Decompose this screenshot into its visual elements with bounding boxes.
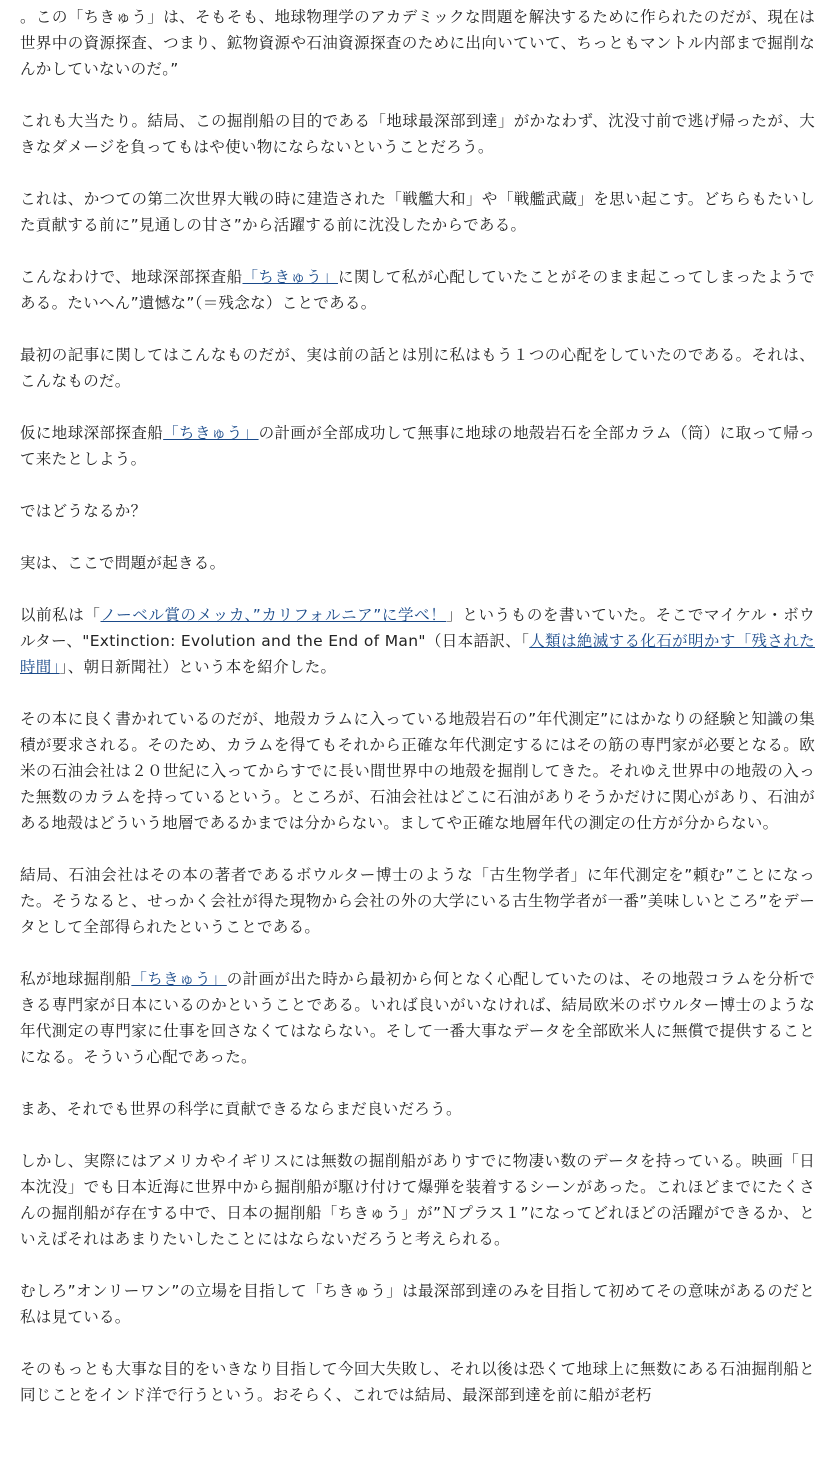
article-body — [20, 0, 815, 1434]
paragraph-8-text: 実は、ここで問題が起きる。 — [20, 554, 226, 572]
paragraph-10-text: その本に良く書かれているのだが、地殻カラムに入っている地殻岩石の”年代測定”にはかなりの経験と知識の集積が要求される。そのため、カラムを得てもそれから正確な年代測定するにはその筋の専門家が必要となる。欧米の石油会社は２０世紀に入ってからすでに長い間世界中の地殻を掘削してきた。それゆえ世界中の地殻の入った無数のカラムを持っているという。ところが、石油会社はどこに石油がありそうかだけに関心があり、石油がある地殻はどういう地層であるかまでは分からない。ましてや正確な地層年代の測定の仕方が分からない。 — [20, 710, 815, 832]
paragraph-16 — [20, 1356, 815, 1408]
paragraph-3 — [20, 186, 815, 238]
paragraph-3-text: これは、かつての第二次世界大戦の時に建造された「戦艦大和」や「戦艦武蔵」を思い起こす。どちらもたいした貢献する前に”見通しの甘さ”から活躍する前に沈没したからである。 — [20, 190, 815, 234]
paragraph-9 — [20, 602, 815, 680]
chikyu-link-3[interactable]: 「ちきゅう」 — [131, 970, 227, 988]
paragraph-6-text-b: の計画が全部成功して無事に地球の地殻岩石を全部カラム（筒）に取って帰って来たとしよう。 — [20, 424, 815, 468]
chikyu-link-2[interactable]: 「ちきゅう」 — [163, 424, 259, 442]
paragraph-13 — [20, 1096, 815, 1122]
paragraph-15 — [20, 1278, 815, 1330]
paragraph-12-text-b: の計画が出た時から最初から何となく心配していたのは、その地殻コラムを分析できる専門家が日本にいるのかということである。いれば良いがいなければ、結局欧米のボウルター博士のような年代測定の専門家に仕事を回さなくてはならない。そして一番大事なデータを全部欧米人に無償で提供することになる。そういう心配であった。 — [20, 970, 815, 1066]
paragraph-11-text: 結局、石油会社はその本の著者であるボウルター博士のような「古生物学者」に年代測定を”頼む”ことになった。そうなると、せっかく会社が得た現物から会社の外の大学にいる古生物学者が一番”美味しいところ”をデータとして全部得られたということである。 — [20, 866, 815, 936]
paragraph-11 — [20, 862, 815, 940]
paragraph-13-text: まあ、それでも世界の科学に貢献できるならまだ良いだろう。 — [20, 1100, 462, 1118]
paragraph-14 — [20, 1148, 815, 1252]
paragraph-4-text-b: に関して私が心配していたことがそのまま起こってしまったようである。たいへん”遺憾な”（＝残念な）ことである。 — [20, 268, 815, 312]
paragraph-1 — [20, 4, 815, 82]
paragraph-16-text: そのもっとも大事な目的をいきなり目指して今回大失敗し、それ以後は恐くて地球上に無数にある石油掘削船と同じことをインド洋で行うという。おそらく、これでは結局、最深部到達を前に船が老朽 — [20, 1360, 815, 1404]
paragraph-6 — [20, 420, 815, 472]
paragraph-10 — [20, 706, 815, 836]
extinction-book-link[interactable]: 人類は絶滅する化石が明かす「残された時間」 — [20, 632, 815, 676]
paragraph-9-text-a: 以前私は「 — [20, 606, 101, 624]
paragraph-6-text-a: 仮に地球深部探査船 — [20, 424, 164, 442]
paragraph-2 — [20, 108, 815, 160]
paragraph-8 — [20, 550, 815, 576]
paragraph-5-text: 最初の記事に関してはこんなものだが、実は前の話とは別に私はもう１つの心配をしていたのである。それは、こんなものだ。 — [20, 346, 815, 390]
paragraph-9-text-b: 」というものを書いていた。そこでマイケル・ボウルター、"Extinction: Evolution and the End of Man"（日本語訳、「 — [20, 606, 815, 650]
paragraph-7-text: ではどうなるか？ — [20, 502, 147, 520]
nobel-mecca-link[interactable]: ノーベル賞のメッカ、”カリフォルニア”に学べ！ — [100, 606, 447, 624]
paragraph-1-text: 。この「ちきゅう」は、そもそも、地球物理学のアカデミックな問題を解決するために作られたのだが、現在は世界中の資源探査、つまり、鉱物資源や石油資源探査のために出向いていて、ちっともマントル内部まで掘削なんかしていないのだ。” — [20, 8, 815, 78]
paragraph-5 — [20, 342, 815, 394]
paragraph-4-text-a: こんなわけで、地球深部探査船 — [20, 268, 243, 286]
paragraph-12 — [20, 966, 815, 1070]
paragraph-7 — [20, 498, 815, 524]
paragraph-4 — [20, 264, 815, 316]
paragraph-2-text: これも大当たり。結局、この掘削船の目的である「地球最深部到達」がかなわず、沈没寸前で逃げ帰ったが、大きなダメージを負ってもはや使い物にならないということだろう。 — [20, 112, 815, 156]
paragraph-9-text-c: 」、朝日新聞社）という本を紹介した。 — [59, 658, 337, 676]
chikyu-link-1[interactable]: 「ちきゅう」 — [242, 268, 338, 286]
paragraph-15-text: むしろ”オンリーワン”の立場を目指して「ちきゅう」は最深部到達のみを目指して初めてその意味があるのだと私は見ている。 — [20, 1282, 815, 1326]
paragraph-14-text: しかし、実際にはアメリカやイギリスには無数の掘削船がありすでに物凄い数のデータを持っている。映画「日本沈没」でも日本近海に世界中から掘削船が駆け付けて爆弾を装着するシーンがあった。これほどまでにたくさんの掘削船が存在する中で、日本の掘削船「ちきゅう」が”Ｎプラス１”になってどれほどの活躍ができるか、といえばそれはあまりたいしたことにはならないだろうと考えられる。 — [20, 1152, 815, 1248]
paragraph-12-text-a: 私が地球掘削船 — [20, 970, 132, 988]
